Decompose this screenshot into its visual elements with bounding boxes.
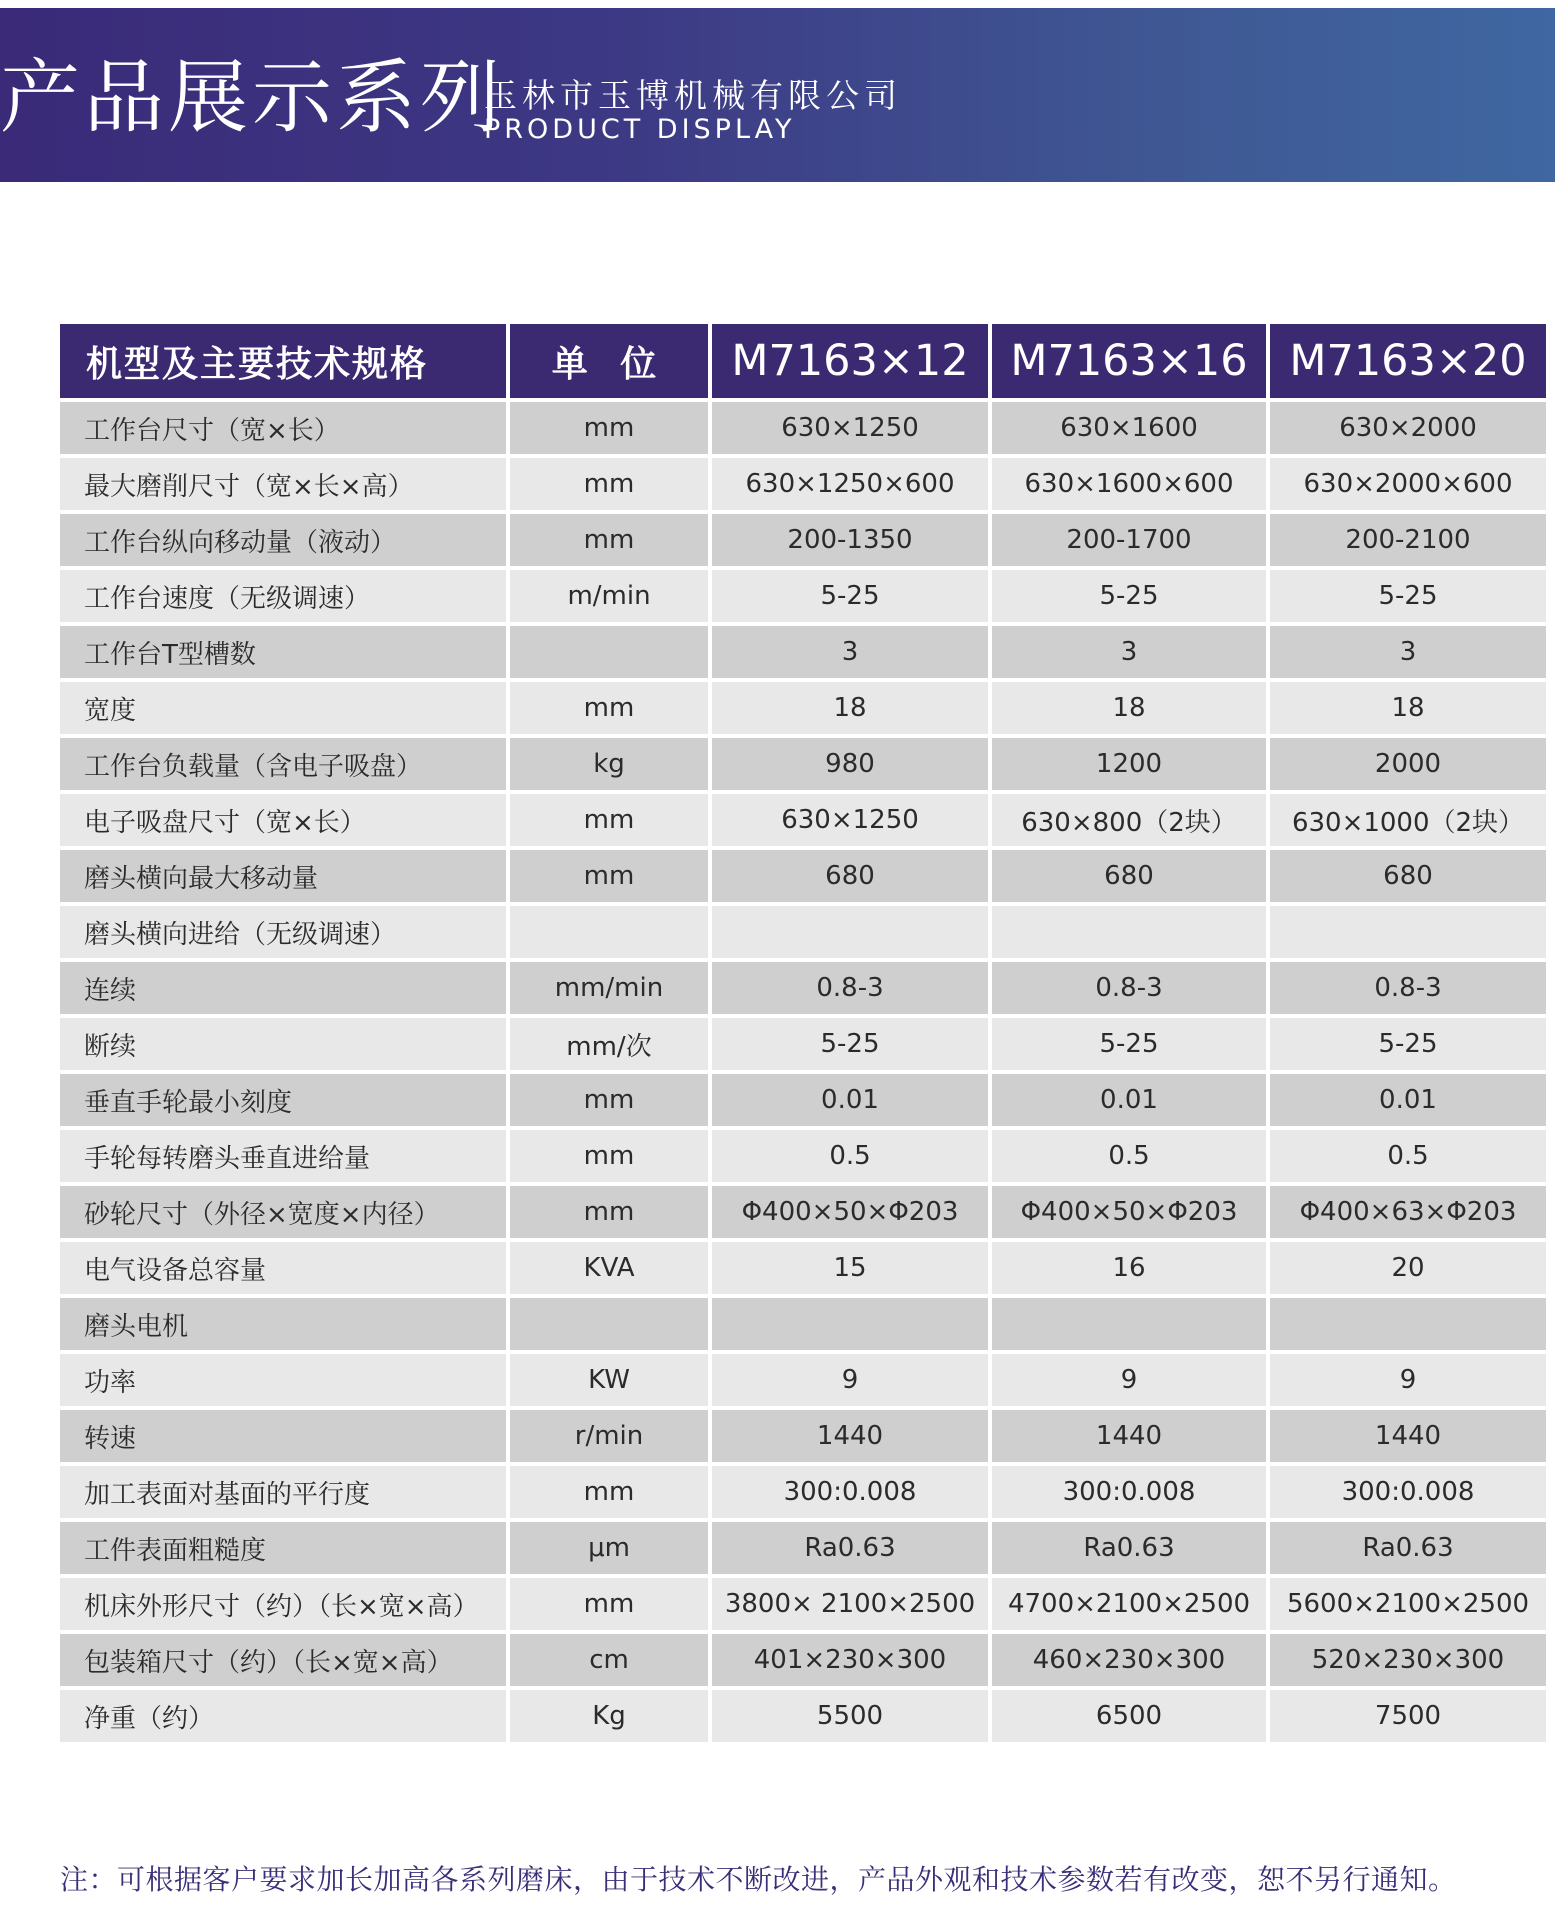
value-model-20: Ra0.63 <box>1268 1520 1548 1576</box>
value-model-12: 0.01 <box>710 1072 990 1128</box>
value-model-16: 630×1600×600 <box>990 456 1268 512</box>
value-model-12: Ra0.63 <box>710 1520 990 1576</box>
spec-name: 电气设备总容量 <box>58 1240 508 1296</box>
table-row <box>58 792 1548 848</box>
value-model-16: 6500 <box>990 1688 1268 1744</box>
value-model-12: 680 <box>710 848 990 904</box>
value-model-12: 5-25 <box>710 568 990 624</box>
value-model-16: 300:0.008 <box>990 1464 1268 1520</box>
spec-name: 机床外形尺寸（约）（长×宽×高） <box>58 1576 508 1632</box>
value-model-20: 0.8-3 <box>1268 960 1548 1016</box>
spec-unit: kg <box>508 736 710 792</box>
table-row <box>58 1240 1548 1296</box>
spec-name: 功率 <box>58 1352 508 1408</box>
value-model-12: 5-25 <box>710 1016 990 1072</box>
spec-name: 转速 <box>58 1408 508 1464</box>
value-model-16: 5-25 <box>990 1016 1268 1072</box>
spec-unit: mm <box>508 792 710 848</box>
table-row <box>58 1016 1548 1072</box>
table-row <box>58 1352 1548 1408</box>
table-row <box>58 680 1548 736</box>
spec-name: 最大磨削尺寸（宽×长×高） <box>58 456 508 512</box>
table-row <box>58 568 1548 624</box>
value-model-20: 20 <box>1268 1240 1548 1296</box>
value-model-16: Φ400×50×Φ203 <box>990 1184 1268 1240</box>
spec-name: 包装箱尺寸（约）（长×宽×高） <box>58 1632 508 1688</box>
value-model-12: 9 <box>710 1352 990 1408</box>
value-model-16: 18 <box>990 680 1268 736</box>
spec-name: 净重（约） <box>58 1688 508 1744</box>
value-model-12: 5500 <box>710 1688 990 1744</box>
table-row <box>58 736 1548 792</box>
table-row <box>58 1296 1548 1352</box>
spec-unit: cm <box>508 1632 710 1688</box>
spec-table-header <box>58 322 1548 400</box>
value-model-20: 5-25 <box>1268 568 1548 624</box>
value-model-12: 15 <box>710 1240 990 1296</box>
spec-unit: mm <box>508 400 710 456</box>
header-spec: 机型及主要技术规格 <box>58 322 508 400</box>
spec-unit: mm <box>508 848 710 904</box>
value-model-20: 1440 <box>1268 1408 1548 1464</box>
value-model-20: 630×2000×600 <box>1268 456 1548 512</box>
spec-table <box>56 320 1550 1746</box>
spec-unit: mm <box>508 456 710 512</box>
table-row <box>58 1408 1548 1464</box>
spec-name: 电子吸盘尺寸（宽×长） <box>58 792 508 848</box>
table-row <box>58 1520 1548 1576</box>
spec-unit <box>508 1296 710 1352</box>
value-model-20: 520×230×300 <box>1268 1632 1548 1688</box>
spec-unit: μm <box>508 1520 710 1576</box>
spec-unit: mm/次 <box>508 1016 710 1072</box>
value-model-12: 401×230×300 <box>710 1632 990 1688</box>
spec-unit: KW <box>508 1352 710 1408</box>
value-model-12: 0.5 <box>710 1128 990 1184</box>
value-model-20 <box>1268 1296 1548 1352</box>
spec-name: 断续 <box>58 1016 508 1072</box>
value-model-16 <box>990 1296 1268 1352</box>
spec-unit <box>508 904 710 960</box>
spec-name: 工作台T型槽数 <box>58 624 508 680</box>
spec-name: 磨头横向进给（无级调速） <box>58 904 508 960</box>
value-model-16: 0.8-3 <box>990 960 1268 1016</box>
spec-unit: m/min <box>508 568 710 624</box>
value-model-12: Φ400×50×Φ203 <box>710 1184 990 1240</box>
spec-unit: mm <box>508 1184 710 1240</box>
value-model-20: 5-25 <box>1268 1016 1548 1072</box>
table-row <box>58 1128 1548 1184</box>
value-model-16: 680 <box>990 848 1268 904</box>
spec-unit: mm <box>508 1576 710 1632</box>
value-model-12: 1440 <box>710 1408 990 1464</box>
value-model-16: 630×1600 <box>990 400 1268 456</box>
value-model-12: 18 <box>710 680 990 736</box>
table-row <box>58 848 1548 904</box>
table-row <box>58 1576 1548 1632</box>
table-row <box>58 512 1548 568</box>
value-model-16: 200-1700 <box>990 512 1268 568</box>
value-model-16: 0.01 <box>990 1072 1268 1128</box>
spec-name: 宽度 <box>58 680 508 736</box>
value-model-12: 3800× 2100×2500 <box>710 1576 990 1632</box>
value-model-12 <box>710 1296 990 1352</box>
value-model-20: 680 <box>1268 848 1548 904</box>
value-model-20: 0.01 <box>1268 1072 1548 1128</box>
spec-unit: mm <box>508 1128 710 1184</box>
value-model-20: 9 <box>1268 1352 1548 1408</box>
header-model-20: M7163×20 <box>1268 322 1548 400</box>
value-model-20: Φ400×63×Φ203 <box>1268 1184 1548 1240</box>
value-model-16: 460×230×300 <box>990 1632 1268 1688</box>
spec-unit: KVA <box>508 1240 710 1296</box>
spec-name: 工作台尺寸（宽×长） <box>58 400 508 456</box>
value-model-12: 630×1250 <box>710 400 990 456</box>
value-model-20 <box>1268 904 1548 960</box>
spec-unit: mm <box>508 1464 710 1520</box>
value-model-16: Ra0.63 <box>990 1520 1268 1576</box>
spec-name: 磨头横向最大移动量 <box>58 848 508 904</box>
spec-name: 工件表面粗糙度 <box>58 1520 508 1576</box>
spec-name: 砂轮尺寸（外径×宽度×内径） <box>58 1184 508 1240</box>
value-model-20: 200-2100 <box>1268 512 1548 568</box>
spec-name: 磨头电机 <box>58 1296 508 1352</box>
table-row <box>58 624 1548 680</box>
value-model-16: 630×800（2块） <box>990 792 1268 848</box>
value-model-12: 0.8-3 <box>710 960 990 1016</box>
value-model-16: 16 <box>990 1240 1268 1296</box>
table-row <box>58 960 1548 1016</box>
spec-unit <box>508 624 710 680</box>
spec-name: 工作台负载量（含电子吸盘） <box>58 736 508 792</box>
value-model-16: 5-25 <box>990 568 1268 624</box>
table-row <box>58 1464 1548 1520</box>
header-banner <box>0 8 1555 182</box>
value-model-12 <box>710 904 990 960</box>
value-model-12: 200-1350 <box>710 512 990 568</box>
table-row <box>58 1632 1548 1688</box>
spec-unit: Kg <box>508 1688 710 1744</box>
table-row <box>58 456 1548 512</box>
spec-unit: mm/min <box>508 960 710 1016</box>
spec-name: 连续 <box>58 960 508 1016</box>
spec-name: 垂直手轮最小刻度 <box>58 1072 508 1128</box>
value-model-20: 630×2000 <box>1268 400 1548 456</box>
table-row <box>58 400 1548 456</box>
header-model-16: M7163×16 <box>990 322 1268 400</box>
value-model-16: 0.5 <box>990 1128 1268 1184</box>
table-row <box>58 1184 1548 1240</box>
value-model-12: 3 <box>710 624 990 680</box>
spec-unit: r/min <box>508 1408 710 1464</box>
value-model-12: 630×1250 <box>710 792 990 848</box>
value-model-12: 630×1250×600 <box>710 456 990 512</box>
table-row <box>58 1688 1548 1744</box>
value-model-12: 300:0.008 <box>710 1464 990 1520</box>
spec-name: 加工表面对基面的平行度 <box>58 1464 508 1520</box>
spec-name: 手轮每转磨头垂直进给量 <box>58 1128 508 1184</box>
table-row <box>58 904 1548 960</box>
spec-name: 工作台速度（无级调速） <box>58 568 508 624</box>
value-model-16: 3 <box>990 624 1268 680</box>
spec-table-body <box>58 400 1548 1744</box>
value-model-16: 9 <box>990 1352 1268 1408</box>
spec-name: 工作台纵向移动量（液动） <box>58 512 508 568</box>
footnote: 注：可根据客户要求加长加高各系列磨床，由于技术不断改进，产品外观和技术参数若有改变，恕不另行通知。 <box>60 1863 1457 1896</box>
spec-unit: mm <box>508 512 710 568</box>
spec-unit: mm <box>508 1072 710 1128</box>
value-model-20: 7500 <box>1268 1688 1548 1744</box>
value-model-16: 4700×2100×2500 <box>990 1576 1268 1632</box>
value-model-20: 3 <box>1268 624 1548 680</box>
page-subtitle: PRODUCT DISPLAY <box>484 114 796 145</box>
value-model-20: 5600×2100×2500 <box>1268 1576 1548 1632</box>
page-title: 产品展示系列 <box>0 51 504 144</box>
value-model-20: 2000 <box>1268 736 1548 792</box>
value-model-16: 1440 <box>990 1408 1268 1464</box>
spec-unit: mm <box>508 680 710 736</box>
header-unit: 单 位 <box>508 322 710 400</box>
value-model-20: 0.5 <box>1268 1128 1548 1184</box>
value-model-16: 1200 <box>990 736 1268 792</box>
value-model-20: 630×1000（2块） <box>1268 792 1548 848</box>
value-model-20: 300:0.008 <box>1268 1464 1548 1520</box>
value-model-20: 18 <box>1268 680 1548 736</box>
value-model-12: 980 <box>710 736 990 792</box>
value-model-16 <box>990 904 1268 960</box>
header-model-12: M7163×12 <box>710 322 990 400</box>
company-name: 玉林市玉博机械有限公司 <box>484 76 902 115</box>
table-row <box>58 1072 1548 1128</box>
